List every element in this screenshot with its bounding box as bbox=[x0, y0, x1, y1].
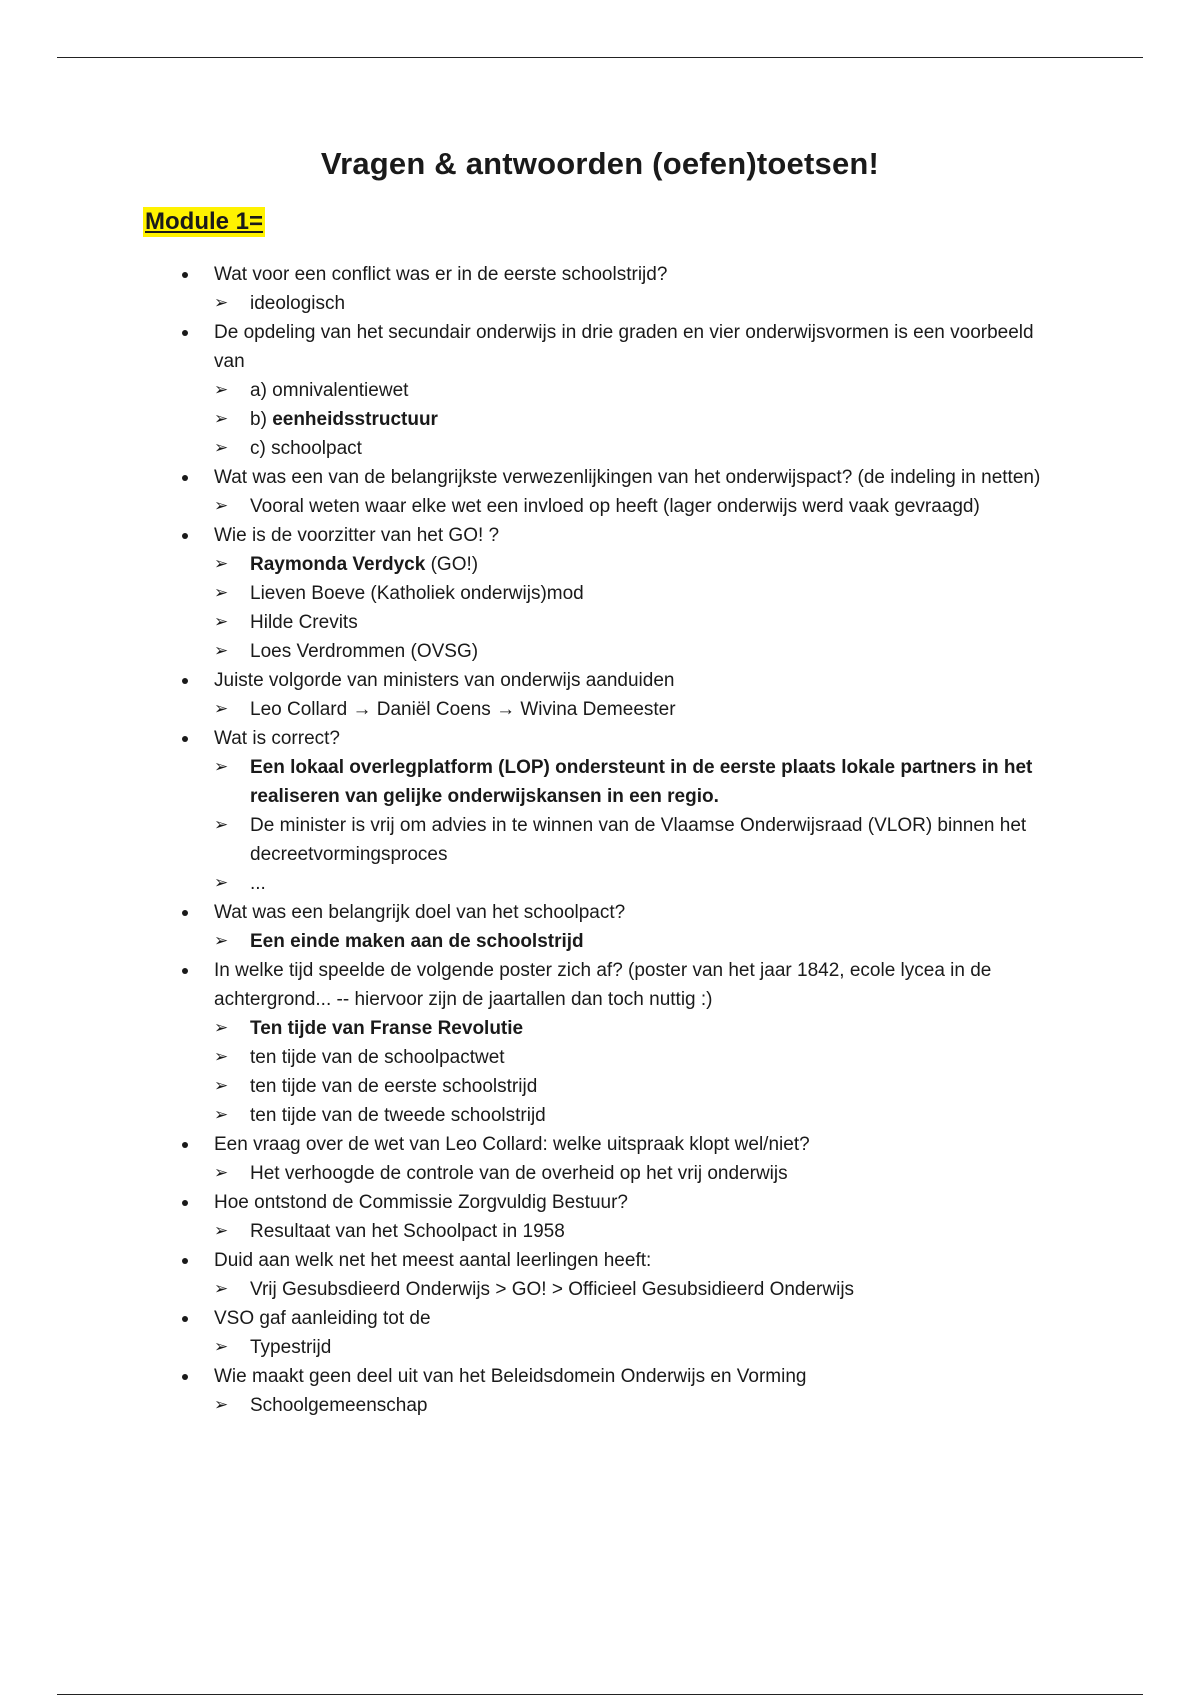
page-title: Vragen & antwoorden (oefen)toetsen! bbox=[320, 146, 880, 181]
answer-text-bold: Een einde maken aan de schoolstrijd bbox=[250, 931, 584, 952]
answer-text-bold: eenheidsstructuur bbox=[272, 409, 438, 430]
answer-text: Vooral weten waar elke wet een invloed op heeft (lager onderwijs werd vaak gevraagd) bbox=[250, 496, 980, 517]
answer-item bbox=[214, 1101, 1057, 1130]
answer-item bbox=[214, 1391, 1057, 1420]
answer-text: ten tijde van de schoolpactwet bbox=[250, 1047, 505, 1068]
question-text: Een vraag over de wet van Leo Collard: welke uitspraak klopt wel/niet? bbox=[214, 1134, 810, 1155]
answer-text: b) bbox=[250, 409, 273, 430]
question-text: De opdeling van het secundair onderwijs in drie graden en vier onderwijsvormen is een voorbeeld van bbox=[214, 322, 1034, 372]
answer-text-bold: Ten tijde van Franse Revolutie bbox=[250, 1018, 524, 1039]
question-item bbox=[177, 1130, 1057, 1188]
answer-list bbox=[214, 376, 1057, 463]
answer-item bbox=[214, 1159, 1057, 1188]
answer-item bbox=[214, 1014, 1057, 1043]
question-item bbox=[177, 956, 1057, 1130]
question-item bbox=[177, 1188, 1057, 1246]
answer-text: Hilde Crevits bbox=[250, 612, 358, 633]
answer-text: Schoolgemeenschap bbox=[250, 1395, 428, 1416]
module-heading: Module 1= bbox=[145, 208, 264, 235]
question-text: Wie is de voorzitter van het GO! ? bbox=[214, 525, 500, 546]
question-item bbox=[177, 1304, 1057, 1362]
answer-text: Resultaat van het Schoolpact in 1958 bbox=[250, 1221, 565, 1242]
answer-list bbox=[214, 1014, 1057, 1130]
answer-list bbox=[214, 1275, 1057, 1304]
answer-text: Het verhoogde de controle van de overheid op het vrij onderwijs bbox=[250, 1163, 788, 1184]
answer-text: Leo Collard → Daniël Coens → Wivina Demeester bbox=[250, 699, 676, 720]
answer-list bbox=[214, 695, 1057, 724]
answer-item bbox=[214, 492, 1057, 521]
answer-text: ten tijde van de eerste schoolstrijd bbox=[250, 1076, 538, 1097]
answer-item bbox=[214, 753, 1057, 811]
answer-list bbox=[214, 1217, 1057, 1246]
answer-item bbox=[214, 579, 1057, 608]
answer-text: De minister is vrij om advies in te winnen van de Vlaamse Onderwijsraad (VLOR) binnen het decreetvormingsproces bbox=[250, 815, 1027, 865]
answer-text: Lieven Boeve (Katholiek onderwijs)mod bbox=[250, 583, 584, 604]
answer-item bbox=[214, 434, 1057, 463]
answer-text: Typestrijd bbox=[250, 1337, 332, 1358]
answer-item bbox=[214, 811, 1057, 869]
answer-item bbox=[214, 1275, 1057, 1304]
answer-text: ten tijde van de tweede schoolstrijd bbox=[250, 1105, 546, 1126]
answer-text-bold: Een lokaal overlegplatform (LOP) ondersteunt in de eerste plaats lokale partners in het realiseren van gelijke onderwijskansen in een regio. bbox=[250, 757, 1033, 807]
question-item bbox=[177, 1362, 1057, 1420]
question-text: VSO gaf aanleiding tot de bbox=[214, 1308, 431, 1329]
answer-item bbox=[214, 289, 1057, 318]
answer-item bbox=[214, 550, 1057, 579]
answer-text: (GO!) bbox=[425, 554, 479, 575]
question-text: Wat was een belangrijk doel van het schoolpact? bbox=[214, 902, 626, 923]
answer-list bbox=[214, 492, 1057, 521]
question-item bbox=[177, 260, 1057, 318]
question-text: Wat is correct? bbox=[214, 728, 340, 749]
answer-item bbox=[214, 869, 1057, 898]
question-item bbox=[177, 521, 1057, 666]
question-item bbox=[177, 318, 1057, 463]
question-item bbox=[177, 1246, 1057, 1304]
answer-item bbox=[214, 1333, 1057, 1362]
question-text: Hoe ontstond de Commissie Zorgvuldig Bestuur? bbox=[214, 1192, 628, 1213]
answer-text-bold: Raymonda Verdyck bbox=[250, 554, 426, 575]
top-rule bbox=[57, 57, 1143, 58]
question-list bbox=[177, 260, 1057, 1420]
answer-list bbox=[214, 1333, 1057, 1362]
answer-text: a) omnivalentiewet bbox=[250, 380, 409, 401]
question-text: Wat voor een conflict was er in de eerste schoolstrijd? bbox=[214, 264, 668, 285]
answer-item bbox=[214, 695, 1057, 724]
question-item bbox=[177, 666, 1057, 724]
answer-list bbox=[214, 1159, 1057, 1188]
question-item bbox=[177, 463, 1057, 521]
bottom-rule bbox=[57, 1694, 1143, 1695]
answer-text: c) schoolpact bbox=[250, 438, 362, 459]
question-item bbox=[177, 898, 1057, 956]
question-text: Duid aan welk net het meest aantal leerlingen heeft: bbox=[214, 1250, 652, 1271]
answer-text: ... bbox=[250, 873, 266, 894]
answer-text: Loes Verdrommen (OVSG) bbox=[250, 641, 479, 662]
question-text: Juiste volgorde van ministers van onderwijs aanduiden bbox=[214, 670, 675, 691]
question-text: Wie maakt geen deel uit van het Beleidsdomein Onderwijs en Vorming bbox=[214, 1366, 807, 1387]
answer-list bbox=[214, 550, 1057, 666]
answer-list bbox=[214, 289, 1057, 318]
answer-list bbox=[214, 1391, 1057, 1420]
answer-item bbox=[214, 376, 1057, 405]
answer-list bbox=[214, 753, 1057, 898]
answer-item bbox=[214, 637, 1057, 666]
answer-item bbox=[214, 608, 1057, 637]
answer-text: ideologisch bbox=[250, 293, 346, 314]
answer-text: Vrij Gesubsdieerd Onderwijs > GO! > Officieel Gesubsidieerd Onderwijs bbox=[250, 1279, 855, 1300]
answer-list bbox=[214, 927, 1057, 956]
answer-item bbox=[214, 1072, 1057, 1101]
answer-item bbox=[214, 405, 1057, 434]
question-text: In welke tijd speelde de volgende poster zich af? (poster van het jaar 1842, ecole lycea in de achtergrond... -- hiervoor zijn de jaartallen dan toch nuttig :) bbox=[214, 960, 992, 1010]
answer-item bbox=[214, 927, 1057, 956]
answer-item bbox=[214, 1217, 1057, 1246]
answer-item bbox=[214, 1043, 1057, 1072]
question-item bbox=[177, 724, 1057, 898]
question-text: Wat was een van de belangrijkste verwezenlijkingen van het onderwijspact? (de indeling in netten) bbox=[214, 467, 1041, 488]
